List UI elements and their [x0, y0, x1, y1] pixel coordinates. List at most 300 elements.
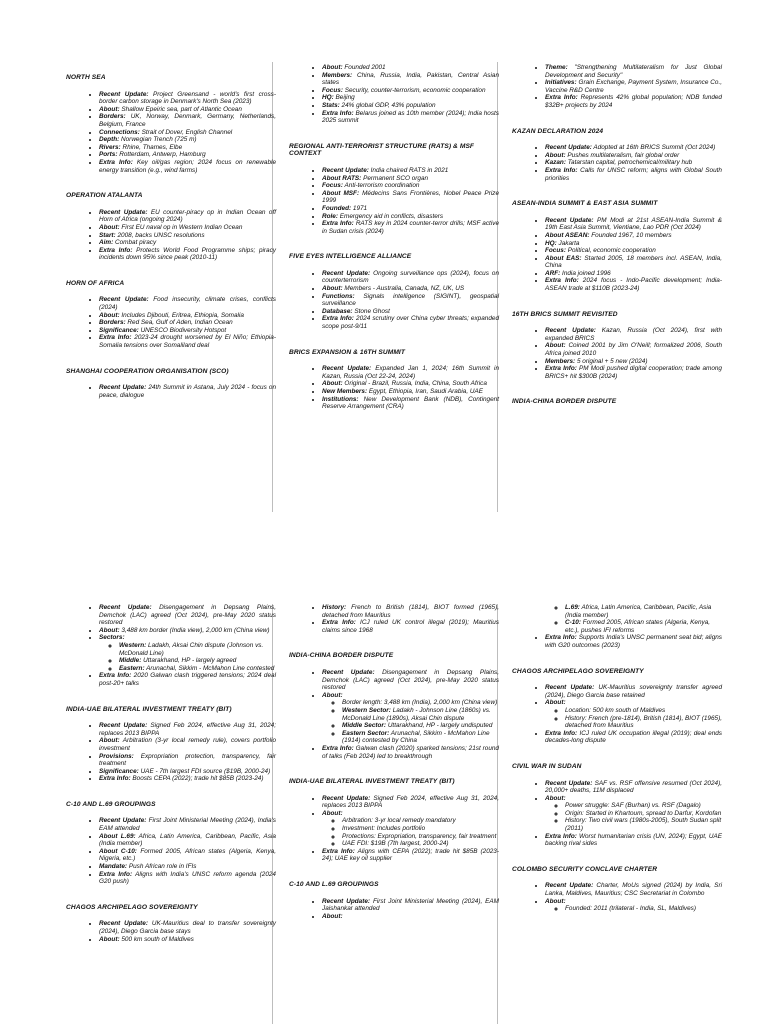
sub-bullet-text: Location: 500 km south of Maldives	[565, 706, 666, 714]
bullet-label: About:	[99, 105, 120, 113]
spacer	[512, 182, 722, 190]
bullet-label: Recent Update:	[99, 208, 148, 216]
bullet-list	[66, 91, 276, 175]
bullet-text: EU counter-piracy op in Indian Ocean off Horn of Africa (ongoing 2024)	[99, 208, 276, 224]
bullet-item	[99, 136, 276, 144]
bullet-label: Recent Update:	[545, 216, 594, 224]
bullet-text: PM Modi at 21st ASEAN-India Summit & 19th East Asia Summit, Vientiane, Lao PDR (Oct 2024)	[545, 216, 722, 232]
section-heading: COLOMBO SECURITY CONCLAVE CHARTER	[512, 865, 658, 873]
sub-bullet-item	[119, 657, 276, 665]
bullet-text: 24th Summit in Astana, July 2024 - focus on peace, dialogue	[99, 384, 277, 399]
bullet-text: UK-Mauritius sovereignty transfer agreed (2024), Diego Garcia base retained	[545, 684, 723, 699]
bullet-label: Recent Update:	[545, 144, 592, 152]
bullet-label: Extra Info:	[322, 315, 354, 323]
bullet-text: 5 original + 5 new (2024)	[576, 357, 648, 365]
bullet-item	[99, 768, 276, 776]
bullet-item	[545, 255, 722, 270]
sub-bullet-text: Uttarakhand, HP - largely agreed	[143, 657, 237, 665]
bullet-item	[545, 79, 722, 94]
bullet-text: 2008, backs UNSC resolutions	[117, 231, 205, 239]
sub-bullet-label: Eastern Sector:	[342, 729, 390, 737]
column	[512, 604, 722, 921]
bullet-item	[322, 619, 499, 634]
bullet-text: SAF vs. RSF offensive resumed (Oct 2024), 20,000+ deaths, 11M displaced	[545, 779, 723, 795]
bullet-label: Depth:	[99, 136, 120, 144]
bullet-text: 2024 focus - Indo-Pacific development; India-ASEAN trade at $110B (2023-24)	[545, 277, 722, 293]
spacer	[66, 174, 276, 182]
bullet-label: About:	[322, 64, 343, 71]
bullet-item	[322, 795, 499, 810]
spacer	[289, 235, 499, 243]
bullet-label: About:	[322, 912, 343, 920]
bullet-item	[545, 684, 722, 699]
bullet-text: 24% global GDP, 43% population	[341, 101, 436, 109]
bullet-text: 1971	[352, 204, 368, 212]
bullet-label: Aim:	[99, 239, 114, 247]
bullet-list	[66, 384, 276, 399]
spacer	[289, 125, 499, 133]
bullet-list	[512, 217, 722, 293]
section-heading: SHANGHAI COOPERATION ORGANISATION (SCO)	[66, 367, 229, 375]
bullet-item	[322, 213, 499, 221]
bullet-label: Recent Update:	[322, 269, 371, 277]
sub-bullet-text: History: Two civil wars (1980s-2005), South Sudan split (2011)	[565, 817, 722, 833]
bullet-label: Database:	[322, 307, 353, 315]
spacer	[512, 848, 722, 856]
spacer	[289, 863, 499, 871]
bullet-text: Protects World Food Programme ships; piracy incidents down 95% since peak (2010-11)	[99, 246, 276, 262]
bullet-text: Tatarstan capital, petrochemical/military hub	[567, 159, 693, 167]
bullet-label: Initiatives:	[545, 79, 577, 87]
sub-bullet-text: Border length: 3,488 km (India), 2,000 km (China view)	[342, 699, 498, 707]
sub-bullet-item	[565, 715, 722, 730]
spacer	[512, 110, 722, 118]
sub-bullet-item	[565, 707, 722, 715]
bullet-item	[99, 247, 276, 262]
bullet-label: Recent Update:	[99, 384, 147, 392]
bullet-label: Extra Info:	[322, 220, 354, 228]
bullet-text: Founded 1967, 10 members	[591, 231, 672, 239]
bullet-item	[545, 327, 722, 342]
section-heading: ASEAN-INDIA SUMMIT & EAST ASIA SUMMIT	[512, 200, 658, 208]
bullet-item	[99, 232, 276, 240]
spacer	[512, 293, 722, 301]
sub-bullet-text: Formed 2005, African states (Algeria, Kenya, etc.), pushes IFI reforms	[565, 619, 711, 634]
bullet-item	[322, 308, 499, 316]
bullet-item	[545, 604, 722, 634]
sub-bullet-label: Western:	[119, 641, 147, 649]
bullet-text: UK-Mauritius deal to transfer sovereignty (2024), Diego Garcia base stays	[99, 920, 276, 935]
bullet-item	[99, 848, 276, 863]
section-heading: KAZAN DECLARATION 2024	[512, 127, 604, 135]
bullet-list	[512, 64, 722, 110]
bullet-text: Signals intelligence (SIGINT), geospatial surveillance	[322, 292, 499, 308]
bullet-label: Recent Update:	[322, 365, 372, 373]
bullet-item	[99, 129, 276, 137]
bullet-text: Stone Ghost	[354, 307, 390, 315]
bullet-text: Worst humanitarian crisis (UN, 2024); Egypt, UAE backing rival sides	[545, 832, 722, 848]
bullet-item	[545, 94, 722, 109]
spacer	[289, 634, 499, 642]
sub-bullet-text: Origin: Started in Khartoum, spread to Darfur, Kordofan	[565, 809, 722, 817]
bullet-item	[99, 833, 276, 848]
bullet-list	[289, 167, 499, 235]
bullet-label: About EAS:	[545, 254, 582, 262]
sub-bullet-text: Ladakh - Johnson Line (1860s) vs. McDonald Line (1890s), Aksai Chin dispute	[342, 706, 491, 722]
bullet-label: About C-10:	[99, 847, 137, 855]
bullet-item	[322, 604, 499, 619]
bullet-label: Extra Info:	[545, 729, 578, 737]
bullet-label: About:	[545, 151, 566, 159]
bullet-item	[99, 634, 276, 672]
bullet-item	[545, 144, 722, 152]
bullet-item	[99, 753, 276, 768]
bullet-item	[99, 627, 276, 635]
bullet-label: Stats:	[322, 101, 340, 109]
section-heading: BRICS EXPANSION & 16TH SUMMIT	[289, 348, 405, 356]
sub-bullet-label: Western Sector:	[342, 706, 391, 714]
bullet-label: Recent Update:	[322, 166, 369, 174]
bullet-label: Extra Info:	[545, 634, 577, 642]
bullet-label: Extra Info:	[99, 334, 132, 342]
bullet-item	[545, 898, 722, 913]
spacer	[512, 380, 722, 388]
bullet-label: Members:	[322, 71, 353, 79]
bullet-list	[66, 296, 276, 349]
section-heading: INDIA-UAE BILATERAL INVESTMENT TREATY (BIT)	[289, 778, 455, 786]
bullet-item	[322, 190, 499, 205]
bullet-item	[99, 384, 276, 399]
bullet-label: History:	[322, 604, 347, 611]
sub-bullet-text: Investment: Includes portfolio	[342, 825, 426, 833]
bullet-item	[322, 102, 499, 110]
sub-bullet-item	[119, 642, 276, 657]
bullet-label: About:	[99, 311, 120, 319]
bullet-item	[545, 795, 722, 833]
bullet-label: About:	[545, 699, 566, 707]
bullet-item	[545, 634, 722, 649]
bullet-item	[322, 380, 499, 388]
bullet-item	[545, 270, 722, 278]
bullet-list	[289, 365, 499, 411]
bullet-item	[99, 296, 276, 311]
section-heading: HORN OF AFRICA	[66, 279, 125, 287]
bullet-list	[289, 604, 499, 634]
bullet-label: Start:	[99, 231, 116, 239]
sub-bullet-list	[322, 699, 499, 745]
bullet-text: Security, counter-terrorism, economic cooperation	[344, 86, 486, 94]
bullet-text: New Development Bank (NDB), Contingent Reserve Arrangement (CRA)	[322, 395, 499, 411]
sub-bullet-item	[342, 707, 499, 722]
bullet-item	[99, 144, 276, 152]
bullet-text: Kazan, Russia (Oct 2024), first with expanded BRICS	[545, 327, 722, 342]
bullet-label: Extra Info:	[99, 158, 133, 166]
spacer	[66, 262, 276, 270]
bullet-text: UNESCO Biodiversity Hotspot	[140, 326, 227, 334]
sub-bullet-list	[99, 642, 276, 672]
bullet-label: Provisions:	[99, 752, 134, 760]
bullet-list	[66, 604, 276, 688]
bullet-text: Shallow Epeiric sea, part of Atlantic Ocean	[121, 105, 242, 113]
bullet-text: First Joint Ministerial Meeting (2024), EAM Jaishankar attended	[322, 897, 500, 913]
bullet-text: Aligns with India's UNSC reform agenda (2024 G20 push)	[99, 870, 276, 886]
bullet-item	[322, 175, 499, 183]
bullet-text: Signed Feb 2024, effective Aug 31, 2024; replaces 2013 BIPPA	[99, 722, 276, 737]
bullet-label: Ports:	[99, 151, 118, 159]
bullet-text: Médecins Sans Frontières, Nobel Peace Prize 1999	[322, 189, 499, 205]
bullet-label: Recent Update:	[99, 722, 148, 730]
bullet-label: Extra Info:	[322, 619, 356, 627]
bullet-label: Recent Update:	[99, 817, 147, 825]
sub-bullet-label: Middle Sector:	[342, 722, 387, 730]
bullet-item	[99, 327, 276, 335]
bullet-label: Recent Update:	[99, 296, 149, 304]
bullet-text: Food insecurity, climate crises, conflicts (2024)	[99, 296, 276, 312]
sub-bullet-text: Protections: Expropriation, transparency, fair treatment	[342, 832, 497, 840]
bullet-text: Calls for UNSC reform; aligns with Global South priorities	[545, 166, 722, 182]
bullet-item	[322, 315, 499, 330]
bullet-text: Disengagement in Depsang Plains, Demchok (LAC) agreed (Oct 2024), pre-May 2020 status restored	[322, 668, 499, 692]
bullet-text: Started 2005, 18 members incl. ASEAN, India, China	[545, 254, 722, 270]
bullet-item	[99, 604, 276, 627]
bullet-item	[322, 745, 499, 760]
section-heading: OPERATION ATALANTA	[66, 192, 143, 200]
sub-bullet-text: Founded: 2011 (trilateral - India, SL, Maldives)	[565, 905, 696, 913]
bullet-label: About:	[99, 626, 120, 634]
bullet-text: Belarus joined as 10th member (2024); India hosts 2025 summit	[322, 109, 499, 125]
bullet-item	[99, 775, 276, 783]
bullet-text: UK, Norway, Denmark, Germany, Netherlands, Belgium, France	[99, 113, 276, 128]
bullet-item	[545, 730, 722, 745]
sub-bullet-list	[545, 905, 722, 913]
bullet-label: Extra Info:	[545, 365, 577, 373]
bullet-list	[512, 144, 722, 182]
bullet-item	[545, 342, 722, 357]
bullet-item	[322, 396, 499, 411]
bullet-item	[99, 159, 276, 174]
bullet-item	[99, 871, 276, 886]
bullet-label: HQ:	[545, 239, 557, 247]
bullet-text: Pushes multilateralism, fair global order	[567, 151, 680, 159]
bullet-list	[289, 795, 499, 863]
bullet-label: Extra Info:	[99, 870, 133, 878]
section-heading: C-10 AND L.69 GROUPINGS	[66, 800, 156, 808]
bullet-text: Founded 2001	[344, 64, 386, 71]
bullet-item	[322, 848, 499, 863]
bullet-item	[99, 113, 276, 128]
bullet-label: Extra Info:	[545, 277, 579, 285]
bullet-text: Emergency aid in conflicts, disasters	[339, 212, 444, 220]
section-heading: REGIONAL ANTI-TERRORIST STRUCTURE (RATS) & MSF CONTEXT	[289, 142, 475, 158]
bullet-text: Grain Exchange, Payment System, Insurance Co., Vaccine R&D Centre	[545, 79, 722, 94]
bullet-text: Strait of Dover, English Channel	[141, 128, 233, 136]
bullet-text: Adopted at 16th BRICS Summit (Oct 2024)	[593, 144, 716, 152]
bullet-label: About:	[545, 794, 566, 802]
bullet-text: Charter, MoUs signed (2024) by India, Sri Lanka, Maldives, Mauritius; CSC Secretariat in Colombo	[545, 882, 722, 898]
spacer	[66, 943, 276, 951]
sub-bullet-item	[342, 825, 499, 833]
bullet-label: Role:	[322, 212, 338, 220]
bullet-label: Significance:	[99, 767, 139, 775]
bullet-label: New Members:	[322, 388, 368, 395]
sub-bullet-label: Middle:	[119, 657, 142, 665]
bullet-item	[322, 87, 499, 95]
bullet-label: Recent Update:	[99, 604, 152, 611]
bullet-text: China, Russia, India, Pakistan, Central Asian states	[322, 71, 499, 87]
bullet-text: Formed 2005, African states (Algeria, Kenya, Nigeria, etc.)	[99, 847, 276, 863]
bullet-label: Theme:	[545, 64, 568, 71]
bullet-text: Red Sea, Gulf of Aden, Indian Ocean	[127, 319, 233, 327]
bullet-label: Recent Update:	[545, 684, 595, 692]
column	[512, 64, 722, 415]
bullet-label: Extra Info:	[99, 775, 131, 783]
bullet-text: French to British (1814), BIOT formed (1965), detached from Mauritius	[322, 604, 499, 619]
bullet-item	[545, 159, 722, 167]
bullet-text: UAE - 7th largest FDI source ($19B, 2000-24)	[140, 767, 271, 775]
bullet-item	[99, 863, 276, 871]
bullet-item	[322, 205, 499, 213]
sub-bullet-item	[565, 905, 722, 913]
bullet-label: About:	[322, 285, 343, 293]
bullet-text: Expanded Jan 1, 2024; 16th Summit in Kazan, Russia (Oct 22-24, 2024)	[322, 365, 500, 380]
bullet-item	[322, 669, 499, 692]
bullet-label: Extra Info:	[545, 94, 578, 102]
bullet-label: ARF:	[545, 269, 561, 277]
sub-bullet-item	[565, 802, 722, 810]
spacer	[289, 920, 499, 928]
sub-bullet-item	[565, 810, 722, 818]
sub-bullet-item	[342, 730, 499, 745]
bullet-text: Key oil/gas region; 2024 focus on renewable energy transition (e.g., wind farms)	[99, 158, 276, 174]
bullet-label: About:	[99, 737, 120, 745]
bullet-text: Africa, Latin America, Caribbean, Pacific, Asia (India member)	[99, 832, 276, 848]
bullet-text: Combat piracy	[114, 239, 157, 247]
bullet-item	[99, 936, 276, 944]
bullet-item	[322, 270, 499, 285]
column	[66, 64, 276, 407]
sub-bullet-list	[322, 817, 499, 847]
bullet-list	[512, 604, 722, 650]
bullet-text: Boosts CEPA (2022); trade hit $85B (2023-24)	[132, 775, 264, 783]
sub-bullet-item	[565, 619, 722, 634]
column	[289, 604, 499, 928]
sub-bullet-item	[342, 817, 499, 825]
bullet-label: Recent Update:	[99, 920, 148, 928]
bullet-item	[545, 882, 722, 897]
bullet-item	[99, 312, 276, 320]
bullet-text: "Strengthening Multilateralism for Just Global Development and Security"	[545, 64, 723, 79]
bullet-text: First EU naval op in Western Indian Ocean	[121, 223, 243, 231]
bullet-item	[322, 94, 499, 102]
bullet-item	[322, 64, 499, 72]
bullet-text: 2020 Galwan clash triggered tensions; 2024 deal post-20+ talks	[99, 672, 276, 687]
bullet-text: Permanent SCO organ	[363, 174, 429, 182]
bullet-label: Focus:	[322, 86, 343, 94]
bullet-item	[99, 91, 276, 106]
bullet-label: Sectors:	[99, 634, 125, 642]
bullet-label: Institutions:	[322, 395, 359, 403]
bullet-text: Egypt, Ethiopia, Iran, Saudi Arabia, UAE	[368, 388, 484, 395]
bullet-text: Beijing	[335, 94, 355, 102]
bullet-label: Mandate:	[99, 863, 128, 871]
bullet-label: Borders:	[99, 319, 126, 327]
bullet-label: Recent Update:	[322, 897, 371, 905]
bullet-label: Focus:	[545, 247, 566, 255]
bullet-item	[545, 699, 722, 729]
spacer	[512, 650, 722, 658]
sub-bullet-list	[545, 802, 722, 832]
bullet-text: India chaired RATS in 2021	[370, 166, 449, 174]
bullet-list	[289, 64, 499, 125]
bullet-label: Extra Info:	[99, 672, 132, 680]
bullet-item	[322, 810, 499, 848]
bullet-list	[512, 684, 722, 745]
bullet-item	[322, 220, 499, 235]
sub-bullet-text: Power struggle: SAF (Burhan) vs. RSF (Dagalo)	[565, 802, 701, 810]
bullet-item	[322, 692, 499, 745]
bullet-item	[545, 277, 722, 292]
bullet-item	[322, 898, 499, 913]
bullet-item	[545, 358, 722, 366]
bullet-text: 3,488 km border (India view), 2,000 km (China view)	[121, 626, 270, 634]
bullet-text: Jakarta	[558, 239, 580, 247]
section-heading: NORTH SEA	[66, 74, 106, 81]
bullet-text: Push African role in IFIs	[128, 863, 197, 871]
sub-bullet-text: Africa, Latin America, Caribbean, Pacific, Asia (India member)	[565, 604, 712, 619]
sub-bullet-item	[342, 840, 499, 848]
section-heading: INDIA-UAE BILATERAL INVESTMENT TREATY (BIT)	[66, 705, 232, 713]
bullet-item	[322, 913, 499, 921]
bullet-label: Founded:	[322, 204, 352, 212]
bullet-item	[322, 388, 499, 396]
bullet-text: Includes Djibouti, Eritrea, Ethiopia, Somalia	[121, 311, 244, 319]
bullet-item	[322, 182, 499, 190]
bullet-item	[322, 285, 499, 293]
bullet-list	[512, 882, 722, 912]
bullet-label: About:	[322, 380, 343, 388]
bullet-label: About:	[322, 691, 343, 699]
bullet-item	[99, 737, 276, 752]
bullet-label: Recent Update:	[99, 90, 149, 98]
sub-bullet-list	[545, 707, 722, 730]
spacer	[66, 783, 276, 791]
section-heading: FIVE EYES INTELLIGENCE ALLIANCE	[289, 253, 412, 261]
spacer	[289, 411, 499, 419]
bullet-label: Focus:	[322, 182, 343, 190]
bullet-label: Extra Info:	[545, 832, 577, 840]
bullet-label: Recent Update:	[322, 668, 375, 676]
bullet-label: About:	[545, 897, 566, 905]
bullet-text: Disengagement in Depsang Plains, Demchok (LAC) agreed (Oct 2024), pre-May 2020 status restored	[99, 604, 276, 627]
bullet-list	[66, 817, 276, 885]
spacer	[289, 760, 499, 768]
bullet-text: Signed Feb 2024, effective Aug 31, 2024, replaces 2013 BIPPA	[322, 794, 499, 810]
bullet-text: Project Greensand - world's first cross-border carbon storage in Denmark's North Sea (2023)	[99, 90, 276, 106]
bullet-text: ICJ ruled UK control illegal (2019); Mauritius claims since 1968	[322, 619, 500, 634]
section-heading: INDIA-CHINA BORDER DISPUTE	[289, 652, 394, 660]
bullet-label: Members:	[545, 357, 576, 365]
bullet-text: Norwegian Trench (725 m)	[121, 136, 197, 144]
spacer	[289, 331, 499, 339]
bullet-item	[99, 224, 276, 232]
spacer	[512, 913, 722, 921]
bullet-text: Political, economic cooperation	[567, 247, 656, 255]
bullet-list	[66, 209, 276, 262]
bullet-item	[99, 817, 276, 832]
bullet-text: India joined 1996	[562, 269, 611, 277]
bullet-label: Extra Info:	[545, 166, 578, 174]
bullet-label: Extra Info:	[322, 847, 355, 855]
